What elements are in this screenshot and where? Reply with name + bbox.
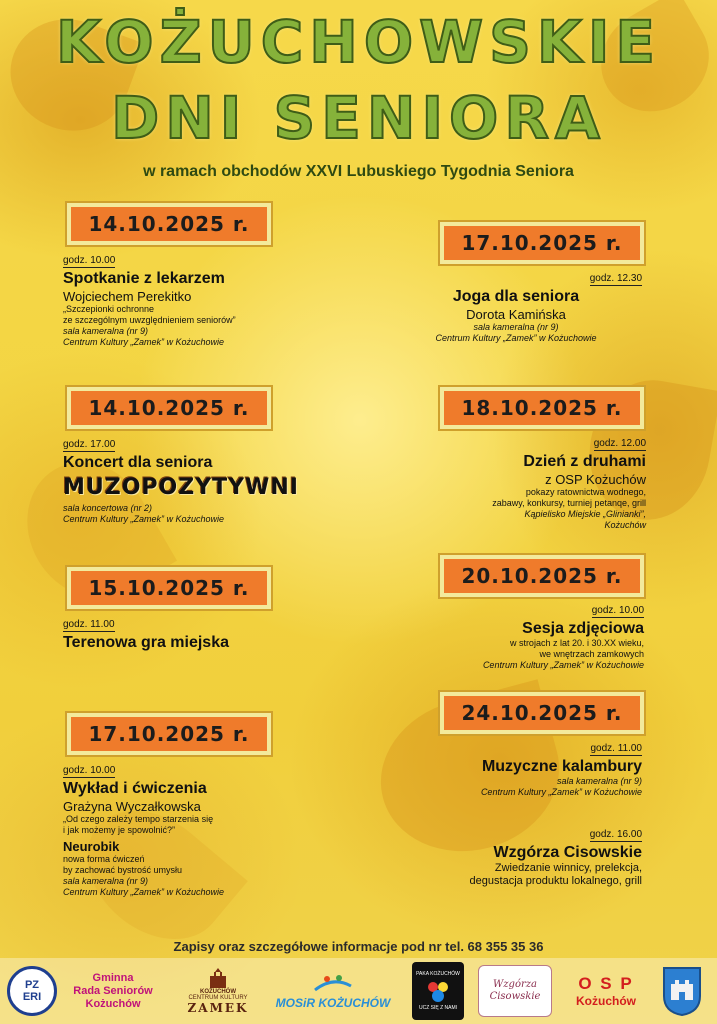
event-description: nowa forma ćwiczeń: [63, 854, 145, 864]
event-photo-session: [400, 600, 644, 671]
event-name: Muzyczne kalambury: [481, 758, 642, 775]
event-place: sala kameralna (nr 9): [556, 776, 642, 786]
registration-info: Zapisy oraz szczegółowe informacje pod nr tel. 68 355 35 36: [173, 939, 544, 954]
event-name: Dzień z druhami: [523, 453, 646, 470]
event-time: godz. 10.00: [591, 605, 644, 616]
event-place: sala kameralna (nr 9): [63, 326, 149, 336]
logo-text: Kożuchów: [576, 994, 636, 1008]
event-lecture: [63, 760, 363, 898]
event-description: Zwiedzanie winnicy, prelekcja,: [494, 862, 642, 874]
logo-text: MOSiR KOŻUCHÓW: [275, 996, 391, 1010]
date-box: 15.10.2025 r.: [67, 567, 271, 609]
event-place: sala kameralna (nr 9): [473, 322, 559, 332]
event-place: sala kameralna (nr 9): [63, 876, 149, 886]
logo-text: CENTRUM KULTURY: [188, 995, 248, 1001]
event-topic: „Od czego zależy tempo starzenia się: [63, 814, 214, 824]
mosir-logo: [270, 962, 396, 1020]
logo-text: O S P: [578, 974, 634, 993]
event-time: godz. 12.00: [593, 438, 646, 449]
logo-text: Wzgórza Cisowskie: [489, 979, 541, 1002]
date-box: 20.10.2025 r.: [440, 555, 644, 597]
event-venue: Centrum Kultury „Zamek” w Kożuchowie: [63, 337, 225, 347]
sport-figures-icon: [313, 972, 353, 996]
logo-text: Gminna: [92, 971, 134, 984]
subtitle: w ramach obchodów XXVI Lubuskiego Tygodnia Seniora: [143, 163, 574, 180]
event-yoga: [390, 268, 642, 344]
colorful-hand-icon: [424, 977, 452, 1005]
event-time: godz. 11.00: [63, 619, 115, 630]
logo-text: PAKA KOŻUCHÓW: [416, 971, 460, 977]
date-box: 24.10.2025 r.: [440, 692, 644, 734]
pzeri-logo-text: PZ: [24, 979, 40, 991]
event-description: we wnętrzach zamkowych: [539, 649, 644, 659]
event-name: Joga dla seniora: [452, 288, 580, 305]
event-description: w strojach z lat 20. i 30.XX wieku,: [509, 638, 644, 648]
event-topic: ze szczególnym uwzględnieniem seniorów”: [63, 315, 236, 325]
event-place: Kąpielisko Miejskie „Glinianki”,: [524, 509, 646, 519]
event-place: sala koncertowa (nr 2): [63, 503, 153, 513]
event-venue: Centrum Kultury „Zamek” w Kożuchowie: [63, 887, 225, 897]
event-venue: Centrum Kultury „Zamek” w Kożuchowie: [482, 660, 644, 670]
event-topic: i jak możemy je spowolnić?”: [63, 825, 176, 835]
event-venue: Centrum Kultury „Zamek” w Kożuchowie: [63, 514, 225, 524]
event-name: Wzgórza Cisowskie: [493, 844, 642, 861]
logo-text: ZAMEK: [187, 1001, 249, 1015]
event-time: godz. 10.00: [63, 765, 116, 776]
date-box: 18.10.2025 r.: [440, 387, 644, 429]
event-time: godz. 11.00: [590, 743, 642, 754]
event-time: godz. 12.30: [589, 273, 642, 284]
date-box: 14.10.2025 r.: [67, 203, 271, 245]
pzeri-logo-text: ERI: [22, 991, 42, 1003]
title-line-2: DNI SENIORA: [111, 84, 606, 152]
event-time: godz. 16.00: [589, 829, 642, 840]
sponsor-logos: [0, 958, 717, 1024]
band-name: MUZOPOZYTYWNI: [63, 475, 299, 500]
coat-of-arms-logo: [660, 962, 704, 1020]
event-venue: Centrum Kultury „Zamek” w Kożuchowie: [435, 333, 597, 343]
event-person: z OSP Kożuchów: [545, 472, 646, 487]
event-person: Dorota Kamińska: [466, 307, 566, 322]
event-description: zabawy, konkursy, turniej petanqe, grill: [492, 498, 646, 508]
title-line-1: KOŻUCHOWSKIE: [55, 8, 662, 76]
event-vineyard: [400, 824, 642, 888]
event-venue: Kożuchów: [604, 520, 646, 530]
event-name: Terenowa gra miejska: [63, 634, 229, 651]
culture-center-zamek-logo: [176, 962, 260, 1020]
event-description: by zachować bystrość umysłu: [63, 865, 183, 875]
event-concert: [63, 434, 383, 525]
event-venue: Centrum Kultury „Zamek” w Kożuchowie: [480, 787, 642, 797]
event-doctor-meeting: [63, 250, 363, 348]
event-name: Koncert dla seniora: [63, 454, 213, 471]
osp-logo: [566, 962, 646, 1020]
date-box: 14.10.2025 r.: [67, 387, 271, 429]
logo-text: Rada Seniorów: [73, 984, 153, 997]
event-name: Sesja zdjęciowa: [522, 620, 644, 637]
vineyard-logo: [476, 962, 554, 1020]
coat-of-arms-icon: [662, 966, 702, 1016]
logo-text: Kożuchów: [85, 997, 141, 1010]
event-topic: „Szczepionki ochronne: [63, 304, 155, 314]
event-time: godz. 10.00: [63, 255, 116, 266]
paka-logo: [412, 962, 464, 1020]
pzeri-logo: [8, 962, 56, 1020]
logo-text: UCZ SIĘ Z NAMI: [418, 1005, 458, 1011]
event-name-secondary: Neurobik: [63, 839, 120, 854]
event-music-charades: [400, 738, 642, 798]
castle-icon: [207, 967, 229, 989]
event-city-game: [63, 614, 363, 652]
event-person: Grażyna Wyczałkowska: [63, 799, 201, 814]
event-time: godz. 17.00: [63, 439, 116, 450]
event-description: degustacja produktu lokalnego, grill: [469, 875, 642, 887]
date-box: 17.10.2025 r.: [67, 713, 271, 755]
logo-text: KOŻUCHÓW: [200, 989, 236, 995]
date-box: 17.10.2025 r.: [440, 222, 644, 264]
senior-council-logo: [58, 962, 168, 1020]
event-description: pokazy ratownictwa wodnego,: [525, 487, 646, 497]
event-name: Spotkanie z lekarzem: [63, 270, 225, 287]
event-name: Wykład i ćwiczenia: [63, 780, 207, 797]
event-person: Wojciechem Perekitko: [63, 289, 192, 304]
event-firefighters-day: [400, 433, 646, 531]
